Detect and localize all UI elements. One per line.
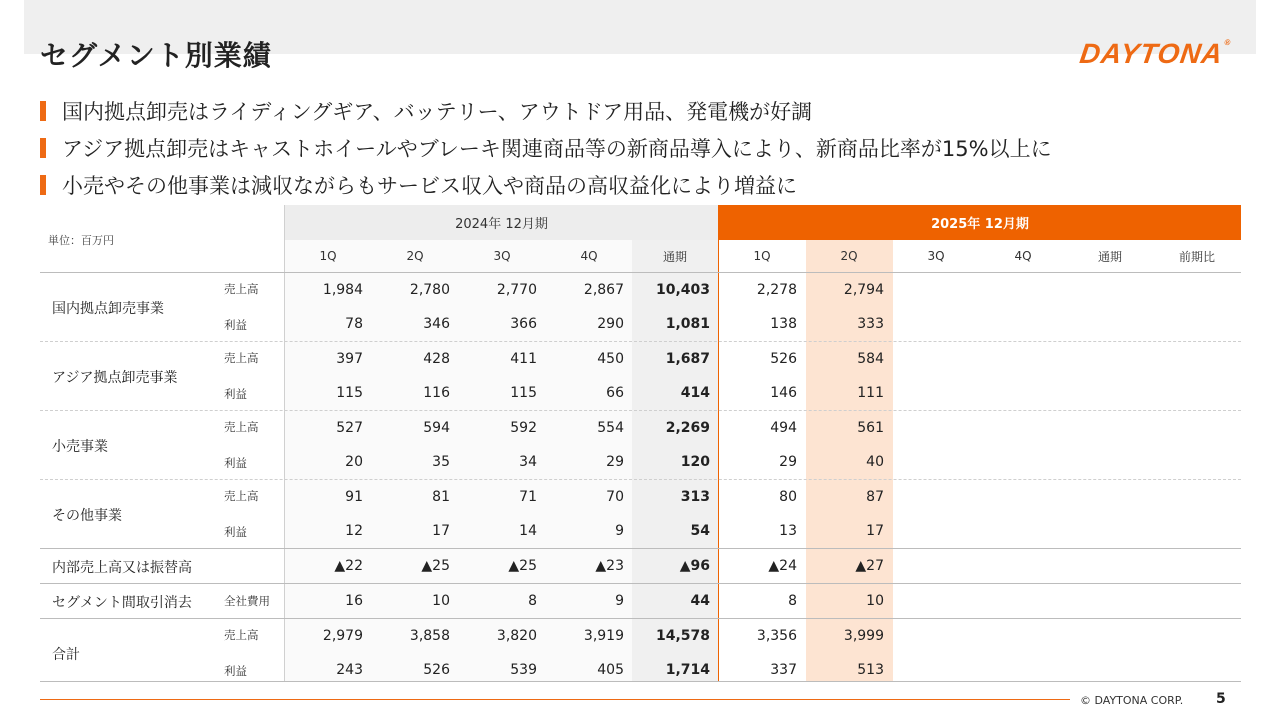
bullet-marker bbox=[40, 175, 46, 195]
table-cell: 29 bbox=[779, 454, 797, 470]
table-cell: 8 bbox=[528, 593, 537, 609]
table-cell bbox=[1154, 584, 1232, 618]
table-cell bbox=[1154, 514, 1232, 548]
table-cell: ▲96 bbox=[679, 558, 710, 574]
table-cell bbox=[893, 273, 971, 307]
table-cell: 337 bbox=[770, 662, 797, 678]
table-cell bbox=[1067, 549, 1145, 583]
table-cell: ▲25 bbox=[421, 558, 450, 574]
table-cell bbox=[893, 480, 971, 514]
table-cell bbox=[893, 514, 971, 548]
table-cell bbox=[1067, 273, 1145, 307]
table-cell: ▲25 bbox=[508, 558, 537, 574]
fy2025-header: 2025年 12月期 bbox=[719, 205, 1241, 240]
table-cell: 66 bbox=[606, 385, 624, 401]
table-cell: 397 bbox=[336, 351, 363, 367]
table-bottom-line bbox=[40, 681, 1241, 682]
table-cell: 34 bbox=[519, 454, 537, 470]
row-label: 売上高 bbox=[224, 420, 259, 434]
copyright: © DAYTONA CORP. bbox=[1080, 694, 1184, 707]
table-cell bbox=[1067, 376, 1145, 410]
table-cell: ▲22 bbox=[334, 558, 363, 574]
table-cell: 78 bbox=[345, 316, 363, 332]
table-cell: 3,999 bbox=[843, 628, 884, 644]
table-cell bbox=[893, 342, 971, 376]
table-cell: 290 bbox=[597, 316, 624, 332]
table-cell: 10 bbox=[866, 593, 884, 609]
bullet-marker bbox=[40, 101, 46, 121]
footer-line bbox=[40, 699, 1070, 700]
bullet-item bbox=[40, 92, 1052, 129]
column-header: 4Q bbox=[1014, 249, 1032, 263]
table-cell bbox=[980, 619, 1058, 653]
table-cell: 1,984 bbox=[322, 282, 363, 298]
table-cell: 2,770 bbox=[496, 282, 537, 298]
table-cell: 14 bbox=[519, 523, 537, 539]
table-cell: 428 bbox=[423, 351, 450, 367]
bullet-text: 国内拠点卸売はライディングギア、バッテリー、アウトドア用品、発電機が好調 bbox=[62, 99, 813, 124]
daytona-logo bbox=[1078, 38, 1232, 70]
table-cell: 120 bbox=[680, 454, 710, 470]
segment-name: 合計 bbox=[52, 647, 80, 663]
table-cell: 1,687 bbox=[665, 351, 710, 367]
table-cell: 17 bbox=[432, 523, 450, 539]
segment-name: その他事業 bbox=[52, 508, 122, 524]
table-cell bbox=[980, 480, 1058, 514]
table-cell bbox=[1154, 411, 1232, 445]
table-cell: 70 bbox=[606, 489, 624, 505]
table-cell: 54 bbox=[690, 523, 710, 539]
table-cell: 243 bbox=[336, 662, 363, 678]
table-cell: 3,858 bbox=[409, 628, 450, 644]
table-cell bbox=[1154, 342, 1232, 376]
table-cell: 71 bbox=[519, 489, 537, 505]
table-cell: 3,919 bbox=[583, 628, 624, 644]
table-cell: 16 bbox=[345, 593, 363, 609]
table-cell: 87 bbox=[866, 489, 884, 505]
table-cell bbox=[980, 411, 1058, 445]
table-cell bbox=[1067, 480, 1145, 514]
table-cell bbox=[980, 342, 1058, 376]
column-header: 3Q bbox=[927, 249, 945, 263]
table-cell: 115 bbox=[336, 385, 363, 401]
table-cell: ▲24 bbox=[768, 558, 797, 574]
table-cell: 592 bbox=[510, 420, 537, 436]
bullet-list bbox=[40, 92, 1052, 203]
row-label: 売上高 bbox=[224, 489, 259, 503]
table-cell: 2,867 bbox=[583, 282, 624, 298]
row-label: 売上高 bbox=[224, 282, 259, 296]
table-cell: 584 bbox=[857, 351, 884, 367]
table-cell: 414 bbox=[680, 385, 710, 401]
table-cell bbox=[980, 514, 1058, 548]
bullet-item bbox=[40, 129, 1052, 166]
table-cell: 561 bbox=[857, 420, 884, 436]
table-cell: 554 bbox=[597, 420, 624, 436]
table-cell: 14,578 bbox=[655, 628, 710, 644]
table-cell bbox=[980, 549, 1058, 583]
table-cell: 146 bbox=[770, 385, 797, 401]
table-cell bbox=[893, 584, 971, 618]
table-cell bbox=[980, 376, 1058, 410]
column-header: 通期 bbox=[1097, 249, 1122, 264]
table-cell bbox=[1154, 619, 1232, 653]
table-cell: 81 bbox=[432, 489, 450, 505]
table-cell bbox=[1154, 549, 1232, 583]
row-label: 全社費用 bbox=[224, 594, 270, 608]
segment-name: セグメント間取引消去 bbox=[52, 595, 192, 611]
table-cell: 29 bbox=[606, 454, 624, 470]
table-cell: 9 bbox=[615, 593, 624, 609]
table-cell bbox=[980, 307, 1058, 341]
table-cell bbox=[1154, 480, 1232, 514]
table-cell: 44 bbox=[690, 593, 710, 609]
table-cell: 594 bbox=[423, 420, 450, 436]
page-number: 5 bbox=[1216, 691, 1226, 707]
unit-label: 単位：百万円 bbox=[48, 234, 114, 247]
row-label: 利益 bbox=[224, 318, 247, 332]
column-header: 通期 bbox=[662, 249, 687, 264]
table-cell: 10 bbox=[432, 593, 450, 609]
table-cell: 405 bbox=[597, 662, 624, 678]
registered-mark: ® bbox=[1223, 38, 1233, 47]
table-cell: 80 bbox=[779, 489, 797, 505]
table-cell: 526 bbox=[423, 662, 450, 678]
table-cell: ▲23 bbox=[595, 558, 624, 574]
table-cell: 527 bbox=[336, 420, 363, 436]
table-cell: 2,794 bbox=[843, 282, 884, 298]
column-header: 1Q bbox=[319, 249, 337, 263]
table-cell: 116 bbox=[423, 385, 450, 401]
table-cell: 526 bbox=[770, 351, 797, 367]
segment-name: 内部売上高又は振替高 bbox=[52, 560, 192, 576]
table-cell bbox=[1067, 445, 1145, 479]
table-cell: 411 bbox=[510, 351, 537, 367]
table-cell: 494 bbox=[770, 420, 797, 436]
table-cell: 366 bbox=[510, 316, 537, 332]
page-title: セグメント別業績 bbox=[40, 39, 272, 72]
table-cell: 2,780 bbox=[409, 282, 450, 298]
table-cell: 1,714 bbox=[665, 662, 710, 678]
column-header: 2Q bbox=[406, 249, 424, 263]
column-header: 2Q bbox=[840, 249, 858, 263]
table-cell bbox=[980, 273, 1058, 307]
table-cell bbox=[980, 584, 1058, 618]
table-cell bbox=[1154, 273, 1232, 307]
table-cell: 333 bbox=[857, 316, 884, 332]
bullet-marker bbox=[40, 138, 46, 158]
table-cell bbox=[1154, 376, 1232, 410]
table-cell: ▲27 bbox=[855, 558, 884, 574]
row-label: 利益 bbox=[224, 456, 247, 470]
table-cell bbox=[893, 445, 971, 479]
row-label: 売上高 bbox=[224, 351, 259, 365]
table-cell bbox=[1067, 619, 1145, 653]
logo-text: DAYTONA bbox=[1077, 38, 1226, 69]
table-cell: 8 bbox=[788, 593, 797, 609]
table-cell: 539 bbox=[510, 662, 537, 678]
table-cell: 10,403 bbox=[655, 282, 710, 298]
column-header: 前期比 bbox=[1178, 249, 1215, 264]
row-label: 利益 bbox=[224, 387, 247, 401]
table-cell: 1,081 bbox=[665, 316, 710, 332]
table-cell bbox=[1067, 411, 1145, 445]
table-cell: 138 bbox=[770, 316, 797, 332]
table-cell bbox=[1154, 445, 1232, 479]
table-cell: 450 bbox=[597, 351, 624, 367]
column-header: 4Q bbox=[580, 249, 598, 263]
row-label: 売上高 bbox=[224, 628, 259, 642]
table-cell bbox=[893, 549, 971, 583]
table-cell: 2,278 bbox=[756, 282, 797, 298]
table-cell bbox=[1067, 342, 1145, 376]
table-cell bbox=[1154, 307, 1232, 341]
table-cell: 513 bbox=[857, 662, 884, 678]
table-cell: 313 bbox=[680, 489, 710, 505]
row-label: 利益 bbox=[224, 525, 247, 539]
column-header: 1Q bbox=[753, 249, 771, 263]
table-cell: 35 bbox=[432, 454, 450, 470]
bullet-text: アジア拠点卸売はキャストホイールやブレーキ関連商品等の新商品導入により、新商品比率が15%以上に bbox=[62, 136, 1052, 161]
segment-name: 国内拠点卸売事業 bbox=[52, 301, 164, 317]
table-cell bbox=[893, 307, 971, 341]
table-cell bbox=[1067, 514, 1145, 548]
fy2024-header: 2024年 12月期 bbox=[285, 205, 718, 240]
table-cell: 2,979 bbox=[322, 628, 363, 644]
bullet-text: 小売やその他事業は減収ながらもサービス収入や商品の高収益化により増益に bbox=[62, 173, 797, 198]
table-cell bbox=[1067, 584, 1145, 618]
table-cell bbox=[893, 376, 971, 410]
table-cell: 115 bbox=[510, 385, 537, 401]
table-cell: 2,269 bbox=[665, 420, 710, 436]
table-cell bbox=[893, 411, 971, 445]
table-cell: 111 bbox=[857, 385, 884, 401]
row-label: 利益 bbox=[224, 664, 247, 678]
table-cell: 9 bbox=[615, 523, 624, 539]
segment-name: 小売事業 bbox=[52, 439, 108, 455]
table-cell: 12 bbox=[345, 523, 363, 539]
table-cell: 346 bbox=[423, 316, 450, 332]
table-cell bbox=[1067, 307, 1145, 341]
table-cell: 3,820 bbox=[496, 628, 537, 644]
table-cell: 91 bbox=[345, 489, 363, 505]
table-cell: 3,356 bbox=[756, 628, 797, 644]
table-cell: 20 bbox=[345, 454, 363, 470]
segment-name: アジア拠点卸売事業 bbox=[52, 370, 178, 386]
table-cell bbox=[893, 619, 971, 653]
column-header: 3Q bbox=[493, 249, 511, 263]
table-cell bbox=[980, 445, 1058, 479]
bullet-item bbox=[40, 166, 1052, 203]
table-cell: 40 bbox=[866, 454, 884, 470]
table-cell: 17 bbox=[866, 523, 884, 539]
table-cell: 13 bbox=[779, 523, 797, 539]
